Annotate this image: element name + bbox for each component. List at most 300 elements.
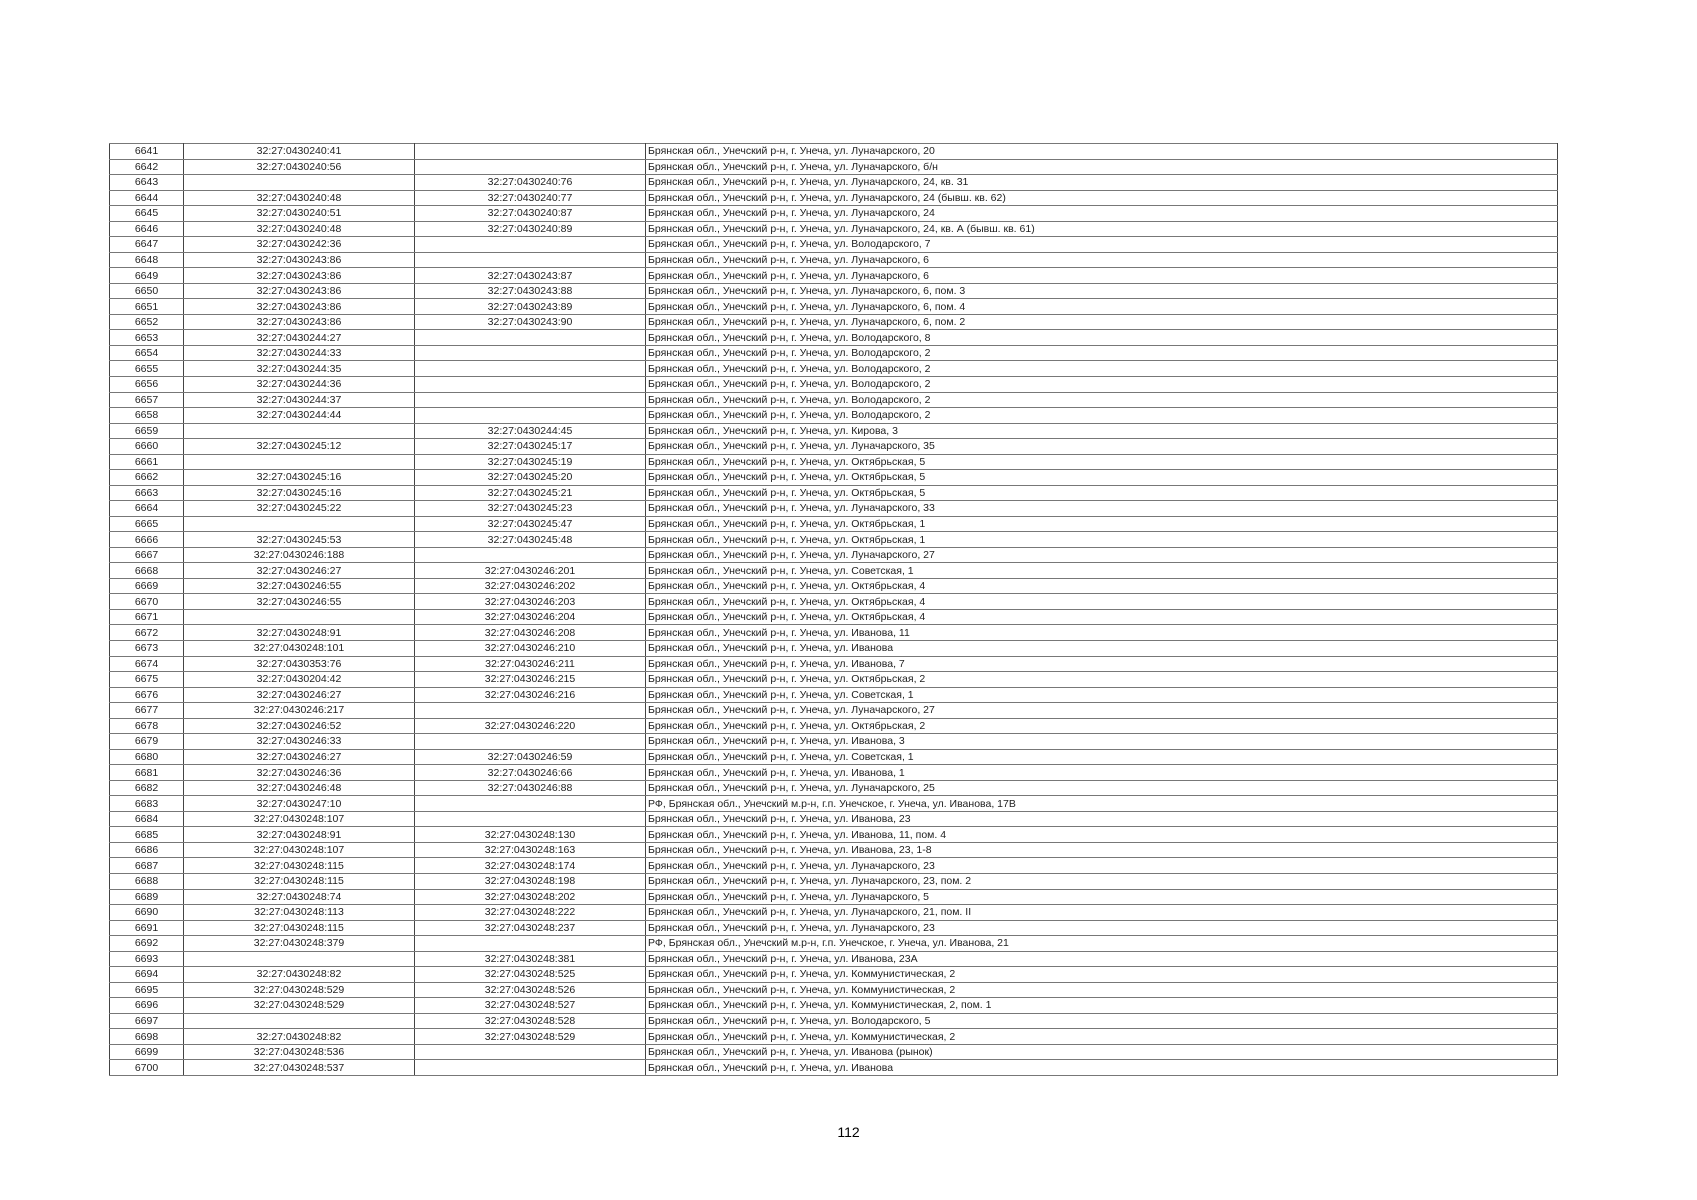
address-cell: Брянская обл., Унечский р-н, г. Унеча, ул. Луначарского, 24 xyxy=(646,206,1558,222)
row-number-cell: 6659 xyxy=(110,423,184,439)
address-cell: Брянская обл., Унечский р-н, г. Унеча, ул. Луначарского, 27 xyxy=(646,547,1558,563)
table-row xyxy=(110,485,1558,501)
address-cell: РФ, Брянская обл., Унечский м.р-н, г.п. Унечское, г. Унеча, ул. Иванова, 21 xyxy=(646,936,1558,952)
address-cell: Брянская обл., Унечский р-н, г. Унеча, ул. Иванова, 11 xyxy=(646,625,1558,641)
object-number-cell: 32:27:0430243:87 xyxy=(415,268,646,284)
object-number-cell: 32:27:0430240:87 xyxy=(415,206,646,222)
parcel-number-cell: 32:27:0430248:536 xyxy=(184,1044,415,1060)
parcel-number-cell: 32:27:0430248:115 xyxy=(184,920,415,936)
address-cell: Брянская обл., Унечский р-н, г. Унеча, ул. Луначарского, 24, кв. 31 xyxy=(646,175,1558,191)
address-cell: Брянская обл., Унечский р-н, г. Унеча, ул. Октябрьская, 4 xyxy=(646,609,1558,625)
address-cell: Брянская обл., Унечский р-н, г. Унеча, ул. Луначарского, 5 xyxy=(646,889,1558,905)
table-row xyxy=(110,656,1558,672)
parcel-number-cell: 32:27:0430245:16 xyxy=(184,470,415,486)
parcel-number-cell: 32:27:0430245:16 xyxy=(184,485,415,501)
row-number-cell: 6665 xyxy=(110,516,184,532)
row-number-cell: 6643 xyxy=(110,175,184,191)
table-row xyxy=(110,1013,1558,1029)
table-row xyxy=(110,718,1558,734)
table-row xyxy=(110,345,1558,361)
row-number-cell: 6668 xyxy=(110,563,184,579)
address-cell: Брянская обл., Унечский р-н, г. Унеча, ул. Советская, 1 xyxy=(646,749,1558,765)
row-number-cell: 6684 xyxy=(110,811,184,827)
object-number-cell xyxy=(415,811,646,827)
table-row xyxy=(110,392,1558,408)
table-row xyxy=(110,423,1558,439)
object-number-cell: 32:27:0430245:20 xyxy=(415,470,646,486)
row-number-cell: 6652 xyxy=(110,314,184,330)
object-number-cell: 32:27:0430245:47 xyxy=(415,516,646,532)
parcel-number-cell: 32:27:0430204:42 xyxy=(184,672,415,688)
parcel-number-cell: 32:27:0430246:52 xyxy=(184,718,415,734)
object-number-cell: 32:27:0430246:211 xyxy=(415,656,646,672)
row-number-cell: 6676 xyxy=(110,687,184,703)
row-number-cell: 6660 xyxy=(110,439,184,455)
address-cell: Брянская обл., Унечский р-н, г. Унеча, ул. Октябрьская, 5 xyxy=(646,470,1558,486)
row-number-cell: 6645 xyxy=(110,206,184,222)
row-number-cell: 6680 xyxy=(110,749,184,765)
address-cell: Брянская обл., Унечский р-н, г. Унеча, ул. Иванова, 23, 1-8 xyxy=(646,842,1558,858)
parcel-number-cell: 32:27:0430240:56 xyxy=(184,159,415,175)
table-row xyxy=(110,641,1558,657)
address-cell: Брянская обл., Унечский р-н, г. Унеча, ул. Луначарского, 6 xyxy=(646,268,1558,284)
table-row xyxy=(110,144,1558,160)
table-row xyxy=(110,796,1558,812)
object-number-cell xyxy=(415,159,646,175)
row-number-cell: 6653 xyxy=(110,330,184,346)
object-number-cell: 32:27:0430248:130 xyxy=(415,827,646,843)
parcel-number-cell: 32:27:0430246:188 xyxy=(184,547,415,563)
row-number-cell: 6686 xyxy=(110,842,184,858)
table-row xyxy=(110,842,1558,858)
parcel-number-cell: 32:27:0430248:529 xyxy=(184,998,415,1014)
parcel-number-cell: 32:27:0430248:82 xyxy=(184,967,415,983)
row-number-cell: 6693 xyxy=(110,951,184,967)
address-cell: Брянская обл., Унечский р-н, г. Унеча, ул. Володарского, 2 xyxy=(646,408,1558,424)
row-number-cell: 6697 xyxy=(110,1013,184,1029)
row-number-cell: 6685 xyxy=(110,827,184,843)
table-row xyxy=(110,951,1558,967)
address-cell: Брянская обл., Унечский р-н, г. Унеча, ул. Советская, 1 xyxy=(646,563,1558,579)
parcel-number-cell xyxy=(184,516,415,532)
row-number-cell: 6700 xyxy=(110,1060,184,1076)
object-number-cell xyxy=(415,936,646,952)
row-number-cell: 6661 xyxy=(110,454,184,470)
address-cell: Брянская обл., Унечский р-н, г. Унеча, ул. Иванова, 11, пом. 4 xyxy=(646,827,1558,843)
object-number-cell: 32:27:0430243:88 xyxy=(415,283,646,299)
table-body xyxy=(110,144,1558,1076)
row-number-cell: 6671 xyxy=(110,609,184,625)
object-number-cell xyxy=(415,144,646,160)
row-number-cell: 6677 xyxy=(110,703,184,719)
object-number-cell xyxy=(415,1044,646,1060)
row-number-cell: 6658 xyxy=(110,408,184,424)
object-number-cell: 32:27:0430245:19 xyxy=(415,454,646,470)
row-number-cell: 6675 xyxy=(110,672,184,688)
parcel-number-cell: 32:27:0430246:55 xyxy=(184,578,415,594)
row-number-cell: 6674 xyxy=(110,656,184,672)
row-number-cell: 6664 xyxy=(110,501,184,517)
table-row xyxy=(110,175,1558,191)
object-number-cell: 32:27:0430246:220 xyxy=(415,718,646,734)
object-number-cell: 32:27:0430248:237 xyxy=(415,920,646,936)
address-cell: Брянская обл., Унечский р-н, г. Унеча, ул. Иванова, 23 xyxy=(646,811,1558,827)
row-number-cell: 6691 xyxy=(110,920,184,936)
address-cell: Брянская обл., Унечский р-н, г. Унеча, ул. Иванова (рынок) xyxy=(646,1044,1558,1060)
table-row xyxy=(110,1060,1558,1076)
table-row xyxy=(110,905,1558,921)
object-number-cell: 32:27:0430245:23 xyxy=(415,501,646,517)
object-number-cell xyxy=(415,547,646,563)
address-cell: Брянская обл., Унечский р-н, г. Унеча, ул. Володарского, 2 xyxy=(646,392,1558,408)
row-number-cell: 6679 xyxy=(110,734,184,750)
parcel-number-cell xyxy=(184,175,415,191)
row-number-cell: 6687 xyxy=(110,858,184,874)
parcel-number-cell: 32:27:0430248:101 xyxy=(184,641,415,657)
object-number-cell xyxy=(415,376,646,392)
address-cell: Брянская обл., Унечский р-н, г. Унеча, ул. Володарского, 8 xyxy=(646,330,1558,346)
table-row xyxy=(110,532,1558,548)
object-number-cell: 32:27:0430240:89 xyxy=(415,221,646,237)
table-row xyxy=(110,1044,1558,1060)
parcel-number-cell: 32:27:0430245:22 xyxy=(184,501,415,517)
address-cell: Брянская обл., Унечский р-н, г. Унеча, ул. Луначарского, 35 xyxy=(646,439,1558,455)
object-number-cell xyxy=(415,703,646,719)
table-row xyxy=(110,237,1558,253)
table-row xyxy=(110,967,1558,983)
table-row xyxy=(110,873,1558,889)
object-number-cell: 32:27:0430245:21 xyxy=(415,485,646,501)
object-number-cell: 32:27:0430248:526 xyxy=(415,982,646,998)
object-number-cell: 32:27:0430246:210 xyxy=(415,641,646,657)
row-number-cell: 6682 xyxy=(110,780,184,796)
parcel-number-cell: 32:27:0430240:48 xyxy=(184,190,415,206)
address-cell: РФ, Брянская обл., Унечский м.р-н, г.п. Унечское, г. Унеча, ул. Иванова, 17В xyxy=(646,796,1558,812)
object-number-cell: 32:27:0430248:202 xyxy=(415,889,646,905)
table-row xyxy=(110,578,1558,594)
object-number-cell xyxy=(415,237,646,253)
object-number-cell: 32:27:0430246:66 xyxy=(415,765,646,781)
object-number-cell: 32:27:0430246:201 xyxy=(415,563,646,579)
address-cell: Брянская обл., Унечский р-н, г. Унеча, ул. Луначарского, 20 xyxy=(646,144,1558,160)
parcel-number-cell: 32:27:0430246:27 xyxy=(184,749,415,765)
row-number-cell: 6690 xyxy=(110,905,184,921)
address-cell: Брянская обл., Унечский р-н, г. Унеча, ул. Иванова xyxy=(646,641,1558,657)
row-number-cell: 6692 xyxy=(110,936,184,952)
parcel-number-cell: 32:27:0430248:107 xyxy=(184,842,415,858)
parcel-number-cell: 32:27:0430248:91 xyxy=(184,625,415,641)
parcel-number-cell: 32:27:0430243:86 xyxy=(184,252,415,268)
parcel-number-cell: 32:27:0430246:27 xyxy=(184,563,415,579)
row-number-cell: 6654 xyxy=(110,345,184,361)
row-number-cell: 6698 xyxy=(110,1029,184,1045)
row-number-cell: 6655 xyxy=(110,361,184,377)
table-row xyxy=(110,252,1558,268)
table-row xyxy=(110,501,1558,517)
table-row xyxy=(110,516,1558,532)
address-cell: Брянская обл., Унечский р-н, г. Унеча, ул. Луначарского, 6, пом. 2 xyxy=(646,314,1558,330)
object-number-cell: 32:27:0430246:88 xyxy=(415,780,646,796)
parcel-number-cell: 32:27:0430243:86 xyxy=(184,268,415,284)
parcel-number-cell: 32:27:0430248:74 xyxy=(184,889,415,905)
row-number-cell: 6647 xyxy=(110,237,184,253)
table-row xyxy=(110,687,1558,703)
address-cell: Брянская обл., Унечский р-н, г. Унеча, ул. Иванова, 23А xyxy=(646,951,1558,967)
row-number-cell: 6667 xyxy=(110,547,184,563)
parcel-number-cell: 32:27:0430246:55 xyxy=(184,594,415,610)
address-cell: Брянская обл., Унечский р-н, г. Унеча, ул. Иванова, 3 xyxy=(646,734,1558,750)
row-number-cell: 6663 xyxy=(110,485,184,501)
address-cell: Брянская обл., Унечский р-н, г. Унеча, ул. Коммунистическая, 2 xyxy=(646,967,1558,983)
object-number-cell xyxy=(415,796,646,812)
object-number-cell xyxy=(415,392,646,408)
parcel-number-cell: 32:27:0430245:12 xyxy=(184,439,415,455)
cadastral-table xyxy=(109,143,1558,1076)
object-number-cell: 32:27:0430248:381 xyxy=(415,951,646,967)
address-cell: Брянская обл., Унечский р-н, г. Унеча, ул. Советская, 1 xyxy=(646,687,1558,703)
row-number-cell: 6699 xyxy=(110,1044,184,1060)
object-number-cell: 32:27:0430248:163 xyxy=(415,842,646,858)
parcel-number-cell: 32:27:0430244:33 xyxy=(184,345,415,361)
row-number-cell: 6657 xyxy=(110,392,184,408)
parcel-number-cell: 32:27:0430246:48 xyxy=(184,780,415,796)
row-number-cell: 6648 xyxy=(110,252,184,268)
parcel-number-cell: 32:27:0430247:10 xyxy=(184,796,415,812)
table-row xyxy=(110,159,1558,175)
parcel-number-cell: 32:27:0430244:35 xyxy=(184,361,415,377)
address-cell: Брянская обл., Унечский р-н, г. Унеча, ул. Иванова, 7 xyxy=(646,656,1558,672)
table-row xyxy=(110,314,1558,330)
object-number-cell: 32:27:0430246:204 xyxy=(415,609,646,625)
parcel-number-cell: 32:27:0430248:379 xyxy=(184,936,415,952)
table-row xyxy=(110,361,1558,377)
object-number-cell: 32:27:0430246:216 xyxy=(415,687,646,703)
address-cell: Брянская обл., Унечский р-н, г. Унеча, ул. Луначарского, 25 xyxy=(646,780,1558,796)
row-number-cell: 6670 xyxy=(110,594,184,610)
object-number-cell: 32:27:0430248:525 xyxy=(415,967,646,983)
parcel-number-cell: 32:27:0430243:86 xyxy=(184,299,415,315)
table-row xyxy=(110,376,1558,392)
object-number-cell: 32:27:0430248:527 xyxy=(415,998,646,1014)
parcel-number-cell: 32:27:0430246:33 xyxy=(184,734,415,750)
address-cell: Брянская обл., Унечский р-н, г. Унеча, ул. Луначарского, 23 xyxy=(646,920,1558,936)
address-cell: Брянская обл., Унечский р-н, г. Унеча, ул. Октябрьская, 2 xyxy=(646,718,1558,734)
parcel-number-cell: 32:27:0430243:86 xyxy=(184,314,415,330)
address-cell: Брянская обл., Унечский р-н, г. Унеча, ул. Коммунистическая, 2, пом. 1 xyxy=(646,998,1558,1014)
row-number-cell: 6689 xyxy=(110,889,184,905)
object-number-cell: 32:27:0430240:76 xyxy=(415,175,646,191)
row-number-cell: 6681 xyxy=(110,765,184,781)
parcel-number-cell: 32:27:0430246:36 xyxy=(184,765,415,781)
parcel-number-cell: 32:27:0430242:36 xyxy=(184,237,415,253)
object-number-cell: 32:27:0430243:90 xyxy=(415,314,646,330)
row-number-cell: 6688 xyxy=(110,873,184,889)
parcel-number-cell: 32:27:0430244:36 xyxy=(184,376,415,392)
parcel-number-cell: 32:27:0430244:37 xyxy=(184,392,415,408)
object-number-cell: 32:27:0430243:89 xyxy=(415,299,646,315)
parcel-number-cell xyxy=(184,951,415,967)
page-number: 112 xyxy=(837,1124,860,1140)
address-cell: Брянская обл., Унечский р-н, г. Унеча, ул. Луначарского, 24 (бывш. кв. 62) xyxy=(646,190,1558,206)
address-cell: Брянская обл., Унечский р-н, г. Унеча, ул. Октябрьская, 1 xyxy=(646,532,1558,548)
object-number-cell: 32:27:0430248:222 xyxy=(415,905,646,921)
object-number-cell: 32:27:0430248:528 xyxy=(415,1013,646,1029)
row-number-cell: 6694 xyxy=(110,967,184,983)
table-row xyxy=(110,1029,1558,1045)
object-number-cell: 32:27:0430248:174 xyxy=(415,858,646,874)
address-cell: Брянская обл., Унечский р-н, г. Унеча, ул. Октябрьская, 5 xyxy=(646,454,1558,470)
row-number-cell: 6641 xyxy=(110,144,184,160)
object-number-cell: 32:27:0430246:202 xyxy=(415,578,646,594)
address-cell: Брянская обл., Унечский р-н, г. Унеча, ул. Иванова xyxy=(646,1060,1558,1076)
address-cell: Брянская обл., Унечский р-н, г. Унеча, ул. Луначарского, 21, пом. II xyxy=(646,905,1558,921)
address-cell: Брянская обл., Унечский р-н, г. Унеча, ул. Иванова, 1 xyxy=(646,765,1558,781)
row-number-cell: 6651 xyxy=(110,299,184,315)
table-row xyxy=(110,889,1558,905)
table-row xyxy=(110,563,1558,579)
address-cell: Брянская обл., Унечский р-н, г. Унеча, ул. Октябрьская, 2 xyxy=(646,672,1558,688)
object-number-cell: 32:27:0430245:48 xyxy=(415,532,646,548)
address-cell: Брянская обл., Унечский р-н, г. Унеча, ул. Луначарского, 23, пом. 2 xyxy=(646,873,1558,889)
table-row xyxy=(110,811,1558,827)
table-row xyxy=(110,920,1558,936)
row-number-cell: 6644 xyxy=(110,190,184,206)
address-cell: Брянская обл., Унечский р-н, г. Унеча, ул. Луначарского, 27 xyxy=(646,703,1558,719)
table-row xyxy=(110,609,1558,625)
row-number-cell: 6649 xyxy=(110,268,184,284)
row-number-cell: 6662 xyxy=(110,470,184,486)
parcel-number-cell: 32:27:0430243:86 xyxy=(184,283,415,299)
row-number-cell: 6656 xyxy=(110,376,184,392)
object-number-cell xyxy=(415,252,646,268)
parcel-number-cell xyxy=(184,454,415,470)
table-row xyxy=(110,982,1558,998)
parcel-number-cell: 32:27:0430240:51 xyxy=(184,206,415,222)
table-row xyxy=(110,408,1558,424)
table-row xyxy=(110,299,1558,315)
address-cell: Брянская обл., Унечский р-н, г. Унеча, ул. Луначарского, б/н xyxy=(646,159,1558,175)
parcel-number-cell xyxy=(184,1013,415,1029)
parcel-number-cell: 32:27:0430248:115 xyxy=(184,858,415,874)
row-number-cell: 6669 xyxy=(110,578,184,594)
parcel-number-cell xyxy=(184,609,415,625)
parcel-number-cell: 32:27:0430246:217 xyxy=(184,703,415,719)
table-row xyxy=(110,439,1558,455)
address-cell: Брянская обл., Унечский р-н, г. Унеча, ул. Октябрьская, 1 xyxy=(646,516,1558,532)
parcel-number-cell: 32:27:0430248:529 xyxy=(184,982,415,998)
address-cell: Брянская обл., Унечский р-н, г. Унеча, ул. Кирова, 3 xyxy=(646,423,1558,439)
table-row xyxy=(110,547,1558,563)
object-number-cell xyxy=(415,1060,646,1076)
address-cell: Брянская обл., Унечский р-н, г. Унеча, ул. Луначарского, 24, кв. А (бывш. кв. 61) xyxy=(646,221,1558,237)
table-row xyxy=(110,827,1558,843)
table-row xyxy=(110,749,1558,765)
table-row xyxy=(110,936,1558,952)
address-cell: Брянская обл., Унечский р-н, г. Унеча, ул. Луначарского, 6, пом. 4 xyxy=(646,299,1558,315)
address-cell: Брянская обл., Унечский р-н, г. Унеча, ул. Луначарского, 23 xyxy=(646,858,1558,874)
object-number-cell xyxy=(415,361,646,377)
row-number-cell: 6666 xyxy=(110,532,184,548)
row-number-cell: 6642 xyxy=(110,159,184,175)
parcel-number-cell xyxy=(184,423,415,439)
table-row xyxy=(110,858,1558,874)
row-number-cell: 6683 xyxy=(110,796,184,812)
table-row xyxy=(110,268,1558,284)
object-number-cell: 32:27:0430240:77 xyxy=(415,190,646,206)
table-row xyxy=(110,206,1558,222)
object-number-cell: 32:27:0430245:17 xyxy=(415,439,646,455)
table-row xyxy=(110,672,1558,688)
object-number-cell: 32:27:0430246:59 xyxy=(415,749,646,765)
parcel-number-cell: 32:27:0430248:537 xyxy=(184,1060,415,1076)
object-number-cell xyxy=(415,734,646,750)
object-number-cell: 32:27:0430248:198 xyxy=(415,873,646,889)
table-row xyxy=(110,330,1558,346)
object-number-cell: 32:27:0430246:215 xyxy=(415,672,646,688)
table-row xyxy=(110,998,1558,1014)
parcel-number-cell: 32:27:0430248:115 xyxy=(184,873,415,889)
address-cell: Брянская обл., Унечский р-н, г. Унеча, ул. Володарского, 2 xyxy=(646,345,1558,361)
address-cell: Брянская обл., Унечский р-н, г. Унеча, ул. Коммунистическая, 2 xyxy=(646,982,1558,998)
row-number-cell: 6696 xyxy=(110,998,184,1014)
address-cell: Брянская обл., Унечский р-н, г. Унеча, ул. Володарского, 2 xyxy=(646,376,1558,392)
table-row xyxy=(110,594,1558,610)
parcel-number-cell: 32:27:0430248:107 xyxy=(184,811,415,827)
object-number-cell xyxy=(415,345,646,361)
address-cell: Брянская обл., Унечский р-н, г. Унеча, ул. Володарского, 2 xyxy=(646,361,1558,377)
address-cell: Брянская обл., Унечский р-н, г. Унеча, ул. Коммунистическая, 2 xyxy=(646,1029,1558,1045)
parcel-number-cell: 32:27:0430244:44 xyxy=(184,408,415,424)
object-number-cell: 32:27:0430244:45 xyxy=(415,423,646,439)
address-cell: Брянская обл., Унечский р-н, г. Унеча, ул. Володарского, 5 xyxy=(646,1013,1558,1029)
address-cell: Брянская обл., Унечский р-н, г. Унеча, ул. Луначарского, 6 xyxy=(646,252,1558,268)
address-cell: Брянская обл., Унечский р-н, г. Унеча, ул. Луначарского, 6, пом. 3 xyxy=(646,283,1558,299)
row-number-cell: 6646 xyxy=(110,221,184,237)
parcel-number-cell: 32:27:0430248:113 xyxy=(184,905,415,921)
table-row xyxy=(110,283,1558,299)
object-number-cell: 32:27:0430248:529 xyxy=(415,1029,646,1045)
parcel-number-cell: 32:27:0430246:27 xyxy=(184,687,415,703)
table-row xyxy=(110,190,1558,206)
parcel-number-cell: 32:27:0430240:41 xyxy=(184,144,415,160)
table-row xyxy=(110,470,1558,486)
parcel-number-cell: 32:27:0430248:91 xyxy=(184,827,415,843)
address-cell: Брянская обл., Унечский р-н, г. Унеча, ул. Октябрьская, 4 xyxy=(646,594,1558,610)
address-cell: Брянская обл., Унечский р-н, г. Унеча, ул. Октябрьская, 5 xyxy=(646,485,1558,501)
row-number-cell: 6695 xyxy=(110,982,184,998)
address-cell: Брянская обл., Унечский р-н, г. Унеча, ул. Октябрьская, 4 xyxy=(646,578,1558,594)
table-row xyxy=(110,765,1558,781)
parcel-number-cell: 32:27:0430245:53 xyxy=(184,532,415,548)
object-number-cell xyxy=(415,408,646,424)
table-row xyxy=(110,625,1558,641)
parcel-number-cell: 32:27:0430248:82 xyxy=(184,1029,415,1045)
table-row xyxy=(110,221,1558,237)
table-row xyxy=(110,703,1558,719)
table-row xyxy=(110,780,1558,796)
row-number-cell: 6673 xyxy=(110,641,184,657)
parcel-number-cell: 32:27:0430353:76 xyxy=(184,656,415,672)
address-cell: Брянская обл., Унечский р-н, г. Унеча, ул. Володарского, 7 xyxy=(646,237,1558,253)
row-number-cell: 6650 xyxy=(110,283,184,299)
table-row xyxy=(110,734,1558,750)
parcel-number-cell: 32:27:0430240:48 xyxy=(184,221,415,237)
object-number-cell xyxy=(415,330,646,346)
row-number-cell: 6672 xyxy=(110,625,184,641)
address-cell: Брянская обл., Унечский р-н, г. Унеча, ул. Луначарского, 33 xyxy=(646,501,1558,517)
row-number-cell: 6678 xyxy=(110,718,184,734)
table-row xyxy=(110,454,1558,470)
